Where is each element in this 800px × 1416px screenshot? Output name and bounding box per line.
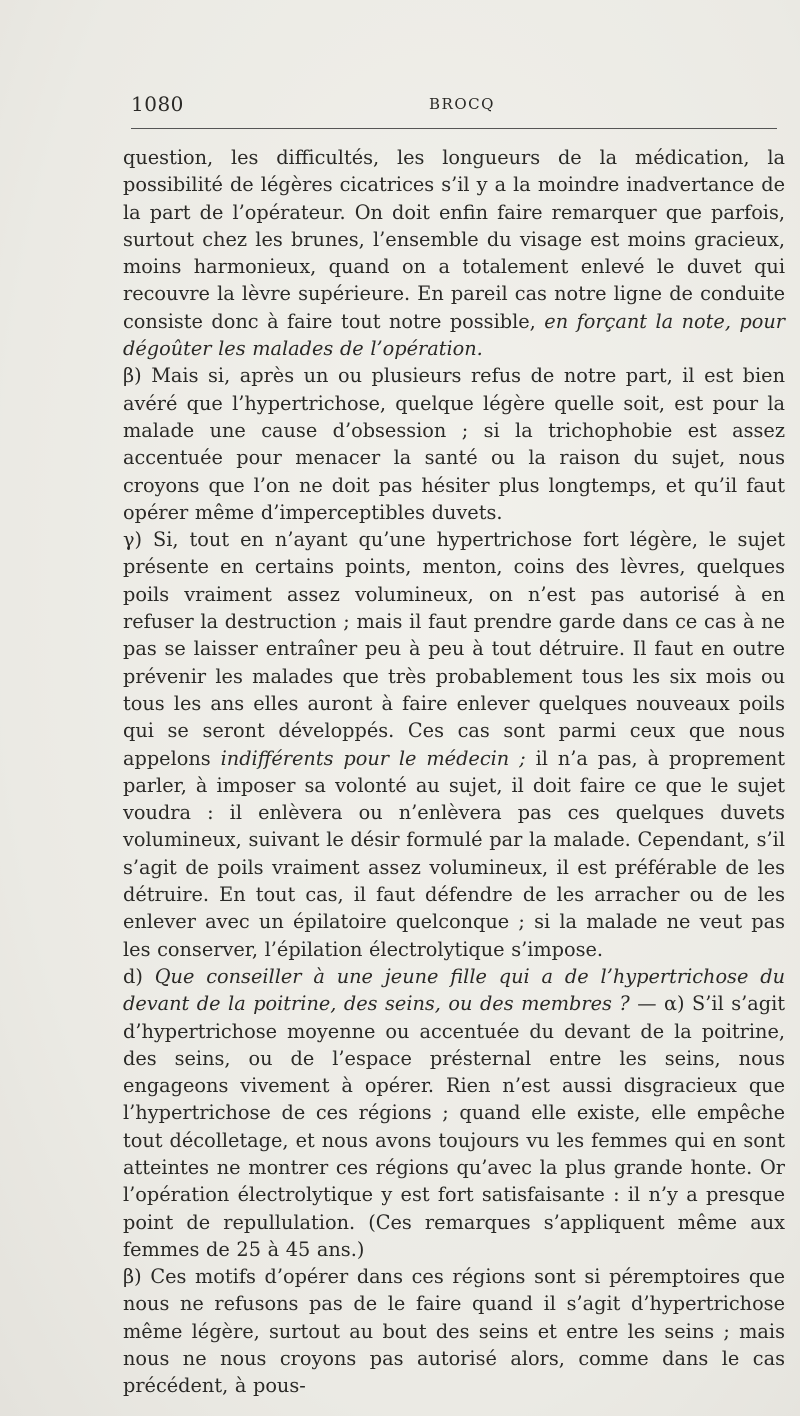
paragraph-d-marker: d): [123, 964, 155, 988]
paragraph-d-beta: [123, 1263, 785, 1399]
body-text: [123, 144, 785, 1400]
paragraph-beta-text: β) Mais si, après un ou plusieurs refus de notre part, il est bien avéré que l’hypertrichose, quelque légère quelle soit, est pour la malade une cause d’obsession ; si la trichophobie est assez accentuée pour menacer la santé ou la raison du sujet, nous croyons que l’on ne doit pas hésiter plus longtemps, et qu’il faut opérer même d’imperceptibles duvets.: [123, 364, 785, 524]
running-head-author: BROCQ: [429, 95, 495, 113]
paragraph-d-text: — α) S’il s’agit d’hypertrichose moyenne ou accentuée du devant de la poitrine, des seins, ou de l’espace présternal entre les seins, nous engageons vivement à opérer. Rien n’est aussi disgracieux que l’hypertrichose de ces régions ; quand elle existe, elle empêche tout décolletage, et nous avons toujours vu les femmes qui en sont atteintes ne montrer ces régions qu’avec la plus grande honte. Or l’opération électrolytique y est fort satisfaisante : il n’y a presque point de repullulation. (Ces remarques s’appliquent même aux femmes de 25 à 45 ans.): [123, 992, 785, 1261]
header-rule: [131, 128, 777, 129]
page-number: 1080: [131, 92, 184, 116]
paragraph-beta: [123, 362, 785, 526]
running-head: [131, 92, 781, 120]
paragraph-gamma-italic: indifférents pour le médecin ;: [220, 746, 526, 770]
paragraph-gamma-text-2: il n’a pas, à proprement parler, à imposer sa volonté au sujet, il doit faire ce que le sujet voudra : il enlèvera ou n’enlèvera pas ces quelques duvets volumineux, suivant le désir formulé par la malade. Cependant, s’il s’agit de poils vraiment assez volumineux, il est préférable de les détruire. En tout cas, il faut défendre de les arracher ou de les enlever avec un épilatoire quelconque ; si la malade ne veut pas les conserver, l’épilation électrolytique s’impose.: [123, 746, 786, 961]
paragraph-gamma-text-1: γ) Si, tout en n’ayant qu’une hypertrichose fort légère, le sujet présente en certains points, menton, coins des lèvres, quelques poils vraiment assez volumineux, on n’est pas autorisé à en refuser la destruction ; mais il faut prendre garde dans ce cas à ne pas se laisser entraîner peu à peu à tout détruire. Il faut en outre prévenir les malades que très probablement tous les six mois ou tous les ans elles auront à faire enlever quelques nouveaux poils qui se seront développés. Ces cas sont parmi ceux que nous appelons: [123, 528, 785, 770]
paragraph-1-text: question, les difficultés, les longueurs de la médication, la possibilité de légères cicatrices s’il y a la moindre inadvertance de la part de l’opérateur. On doit enfin faire remarquer que parfois, surtout chez les brunes, l’ensemble du visage est moins gracieux, moins harmonieux, quand on a totalement enlevé le duvet qui recouvre la lèvre supérieure. En pareil cas notre ligne de conduite consiste donc à faire tout notre possible,: [123, 146, 785, 333]
paragraph-gamma: [123, 526, 785, 963]
paragraph-1-italic: en forçant la note, pour dégoûter les malades de l’opération.: [123, 309, 786, 361]
paragraph-1: [123, 144, 785, 362]
paragraph-d-beta-text: β) Ces motifs d’opérer dans ces régions sont si péremptoires que nous ne refusons pas de le faire quand il s’agit d’hypertrichose même légère, surtout au bout des seins et entre les seins ; mais nous ne nous croyons pas autorisé alors, comme dans le cas précédent, à pous-: [123, 1265, 785, 1398]
paragraph-d-question: Que conseiller à une jeune fille qui a de l’hypertrichose du devant de la poitrine, des seins, ou des membres ?: [123, 964, 785, 1016]
paragraph-d: [123, 963, 785, 1263]
